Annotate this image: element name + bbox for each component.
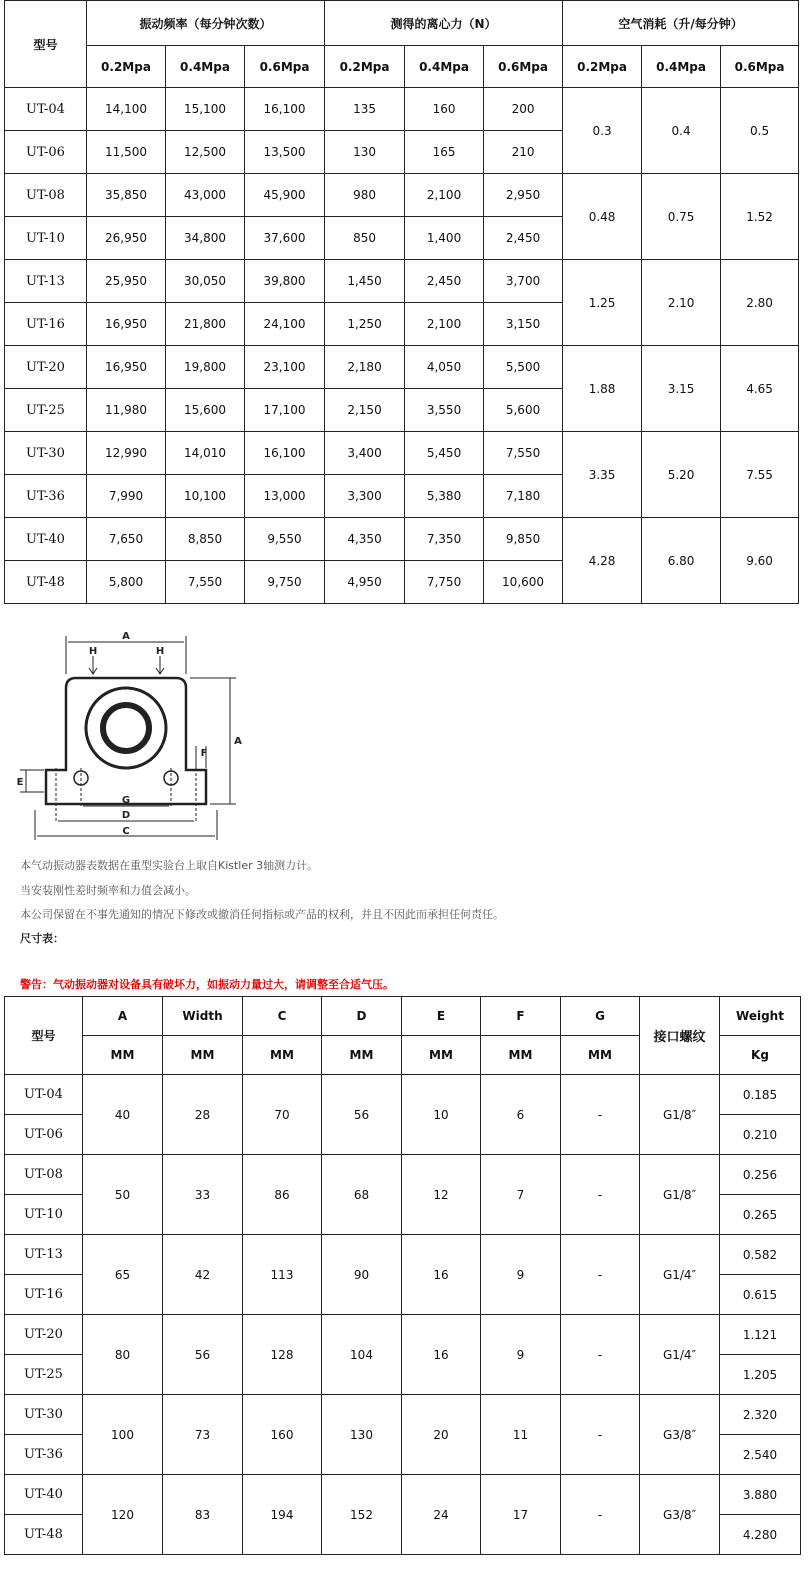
model-cell: UT-10 [5, 1195, 83, 1235]
thread-cell: G1/4″ [640, 1235, 720, 1315]
thread-cell: G3/8″ [640, 1475, 720, 1555]
table-row [5, 1075, 801, 1115]
force-cell: 165 [405, 131, 484, 174]
air-consumption-cell: 1.25 [563, 260, 642, 346]
air-consumption-cell: 9.60 [721, 518, 799, 604]
dimension-cell: 113 [243, 1235, 322, 1315]
dimension-cell: - [561, 1475, 640, 1555]
force-cell: 2,100 [405, 174, 484, 217]
frequency-cell: 21,800 [166, 303, 245, 346]
table-row [5, 1475, 801, 1515]
dimension-cell: 68 [322, 1155, 402, 1235]
model-cell: UT-10 [5, 217, 87, 260]
col-header-g: G [561, 997, 640, 1036]
weight-cell: 1.121 [720, 1315, 801, 1355]
air-consumption-cell: 4.65 [721, 346, 799, 432]
performance-table [4, 0, 799, 604]
force-cell: 2,450 [484, 217, 563, 260]
model-cell: UT-40 [5, 518, 87, 561]
frequency-cell: 16,950 [87, 303, 166, 346]
frequency-cell: 13,000 [245, 475, 325, 518]
force-cell: 210 [484, 131, 563, 174]
dim-label-c: C [122, 826, 130, 837]
force-cell: 2,450 [405, 260, 484, 303]
frequency-cell: 39,800 [245, 260, 325, 303]
frequency-cell: 11,980 [87, 389, 166, 432]
frequency-cell: 11,500 [87, 131, 166, 174]
frequency-cell: 24,100 [245, 303, 325, 346]
table-row [5, 174, 799, 217]
table-row [5, 1235, 801, 1275]
unit-mm: MM [83, 1036, 163, 1075]
dimension-cell: 40 [83, 1075, 163, 1155]
dimension-cell: 83 [163, 1475, 243, 1555]
dim-label-f: F [200, 748, 208, 759]
air-consumption-cell: 4.28 [563, 518, 642, 604]
dimension-cell: 100 [83, 1395, 163, 1475]
table-row [5, 1155, 801, 1195]
frequency-cell: 15,600 [166, 389, 245, 432]
force-cell: 3,550 [405, 389, 484, 432]
force-cell: 7,180 [484, 475, 563, 518]
dimension-cell: 16 [402, 1315, 481, 1395]
dim-label-h-left: H [88, 646, 98, 657]
model-cell: UT-06 [5, 1115, 83, 1155]
force-cell: 4,350 [325, 518, 405, 561]
weight-cell: 0.615 [720, 1275, 801, 1315]
table-row [5, 1315, 801, 1355]
frequency-cell: 5,800 [87, 561, 166, 604]
air-consumption-cell: 7.55 [721, 432, 799, 518]
dimension-cell: - [561, 1395, 640, 1475]
air-header: 空气消耗（升/每分钟） [563, 1, 799, 46]
force-cell: 1,400 [405, 217, 484, 260]
frequency-cell: 9,550 [245, 518, 325, 561]
thread-cell: G1/8″ [640, 1075, 720, 1155]
dimension-cell: 56 [163, 1315, 243, 1395]
model-cell: UT-06 [5, 131, 87, 174]
air-consumption-cell: 0.5 [721, 88, 799, 174]
col-header-a: A [83, 997, 163, 1036]
dimension-cell: 11 [481, 1395, 561, 1475]
model-cell: UT-08 [5, 174, 87, 217]
weight-cell: 0.256 [720, 1155, 801, 1195]
force-cell: 1,450 [325, 260, 405, 303]
air-consumption-cell: 3.15 [642, 346, 721, 432]
model-cell: UT-48 [5, 1515, 83, 1555]
pressure-header: 0.4Mpa [405, 46, 484, 88]
force-header: 测得的离心力（N） [325, 1, 563, 46]
dimension-cell: 42 [163, 1235, 243, 1315]
pressure-header: 0.2Mpa [87, 46, 166, 88]
unit-mm: MM [243, 1036, 322, 1075]
model-cell: UT-25 [5, 1355, 83, 1395]
col-header-e: E [402, 997, 481, 1036]
model-cell: UT-40 [5, 1475, 83, 1515]
frequency-cell: 43,000 [166, 174, 245, 217]
frequency-cell: 8,850 [166, 518, 245, 561]
weight-cell: 0.185 [720, 1075, 801, 1115]
thread-cell: G1/8″ [640, 1155, 720, 1235]
unit-mm: MM [402, 1036, 481, 1075]
dim-label-a-right: A [234, 736, 242, 747]
dimension-cell: 65 [83, 1235, 163, 1315]
force-cell: 7,550 [484, 432, 563, 475]
frequency-cell: 7,650 [87, 518, 166, 561]
air-consumption-cell: 5.20 [642, 432, 721, 518]
force-cell: 5,600 [484, 389, 563, 432]
model-cell: UT-16 [5, 303, 87, 346]
frequency-cell: 19,800 [166, 346, 245, 389]
air-consumption-cell: 0.3 [563, 88, 642, 174]
dimension-cell: 86 [243, 1155, 322, 1235]
air-consumption-cell: 1.88 [563, 346, 642, 432]
force-cell: 980 [325, 174, 405, 217]
weight-cell: 2.540 [720, 1435, 801, 1475]
thread-cell: G3/8″ [640, 1395, 720, 1475]
model-cell: UT-20 [5, 1315, 83, 1355]
air-consumption-cell: 2.80 [721, 260, 799, 346]
table-row [5, 1395, 801, 1435]
dim-label-g: G [121, 795, 131, 806]
dimension-cell: 28 [163, 1075, 243, 1155]
col-header-width: Width [163, 997, 243, 1036]
vibrator-dimension-diagram [8, 628, 248, 850]
dimension-cell: 120 [83, 1475, 163, 1555]
dim-label-d: D [121, 810, 131, 821]
dimension-cell: 33 [163, 1155, 243, 1235]
force-cell: 130 [325, 131, 405, 174]
force-cell: 5,380 [405, 475, 484, 518]
unit-mm: MM [163, 1036, 243, 1075]
frequency-cell: 12,990 [87, 432, 166, 475]
force-cell: 2,950 [484, 174, 563, 217]
pressure-header: 0.6Mpa [721, 46, 799, 88]
dimension-cell: 10 [402, 1075, 481, 1155]
dimension-cell: 128 [243, 1315, 322, 1395]
dim-label-h-right: H [155, 646, 165, 657]
dimension-cell: 50 [83, 1155, 163, 1235]
force-cell: 7,750 [405, 561, 484, 604]
force-cell: 3,400 [325, 432, 405, 475]
frequency-cell: 37,600 [245, 217, 325, 260]
force-cell: 200 [484, 88, 563, 131]
thread-cell: G1/4″ [640, 1315, 720, 1395]
frequency-cell: 13,500 [245, 131, 325, 174]
air-consumption-cell: 6.80 [642, 518, 721, 604]
unit-mm: MM [322, 1036, 402, 1075]
dimension-cell: 17 [481, 1475, 561, 1555]
frequency-cell: 35,850 [87, 174, 166, 217]
model-cell: UT-36 [5, 475, 87, 518]
dimension-cell: 152 [322, 1475, 402, 1555]
unit-mm: MM [481, 1036, 561, 1075]
force-cell: 4,050 [405, 346, 484, 389]
dimension-cell: 24 [402, 1475, 481, 1555]
force-cell: 4,950 [325, 561, 405, 604]
force-cell: 3,700 [484, 260, 563, 303]
model-cell: UT-08 [5, 1155, 83, 1195]
frequency-cell: 17,100 [245, 389, 325, 432]
pressure-header: 0.6Mpa [484, 46, 563, 88]
pressure-header: 0.6Mpa [245, 46, 325, 88]
dimension-cell: 16 [402, 1235, 481, 1315]
thread-header: 接口螺纹 [640, 997, 720, 1075]
col-header-c: C [243, 997, 322, 1036]
air-consumption-cell: 1.52 [721, 174, 799, 260]
pressure-header: 0.4Mpa [642, 46, 721, 88]
force-cell: 7,350 [405, 518, 484, 561]
frequency-cell: 16,950 [87, 346, 166, 389]
model-cell: UT-13 [5, 1235, 83, 1275]
force-cell: 2,180 [325, 346, 405, 389]
dimension-cell: 80 [83, 1315, 163, 1395]
dimension-cell: 130 [322, 1395, 402, 1475]
force-cell: 3,150 [484, 303, 563, 346]
model-header: 型号 [5, 1, 87, 88]
model-cell: UT-30 [5, 1395, 83, 1435]
frequency-cell: 9,750 [245, 561, 325, 604]
unit-kg: Kg [720, 1036, 801, 1075]
air-consumption-cell: 0.75 [642, 174, 721, 260]
dimension-cell: - [561, 1075, 640, 1155]
dimension-cell: - [561, 1235, 640, 1315]
col-header-d: D [322, 997, 402, 1036]
note-kistler: 本气动振动器表数据在重型实验台上取自Kistler 3轴测力计。 [20, 859, 319, 872]
frequency-cell: 45,900 [245, 174, 325, 217]
model-header: 型号 [5, 997, 83, 1075]
warning-text: 警告：气动振动器对设备具有破坏力，如振动力量过大，请调整至合适气压。 [20, 978, 394, 991]
table-row [5, 88, 799, 131]
frequency-cell: 10,100 [166, 475, 245, 518]
force-cell: 3,300 [325, 475, 405, 518]
dimension-table-caption: 尺寸表： [20, 932, 64, 945]
dimension-cell: 9 [481, 1235, 561, 1315]
force-cell: 135 [325, 88, 405, 131]
col-header-f: F [481, 997, 561, 1036]
weight-cell: 0.210 [720, 1115, 801, 1155]
note-rigidity: 当安装刚性差时频率和力值会减小。 [20, 884, 196, 897]
model-cell: UT-48 [5, 561, 87, 604]
dimension-cell: 160 [243, 1395, 322, 1475]
dimension-cell: 20 [402, 1395, 481, 1475]
model-cell: UT-04 [5, 88, 87, 131]
pressure-header: 0.2Mpa [325, 46, 405, 88]
frequency-cell: 16,100 [245, 88, 325, 131]
dim-label-a-top: A [122, 631, 130, 642]
model-cell: UT-04 [5, 1075, 83, 1115]
force-cell: 9,850 [484, 518, 563, 561]
weight-header: Weight [720, 997, 801, 1036]
frequency-cell: 7,550 [166, 561, 245, 604]
table-row [5, 260, 799, 303]
force-cell: 5,500 [484, 346, 563, 389]
frequency-cell: 26,950 [87, 217, 166, 260]
weight-cell: 2.320 [720, 1395, 801, 1435]
unit-mm: MM [561, 1036, 640, 1075]
model-cell: UT-30 [5, 432, 87, 475]
dimension-cell: 90 [322, 1235, 402, 1315]
air-consumption-cell: 2.10 [642, 260, 721, 346]
dimension-cell: 6 [481, 1075, 561, 1155]
dimension-cell: 70 [243, 1075, 322, 1155]
note-rights: 本公司保留在不事先通知的情况下修改或撤消任何指标或产品的权利，并且不因此而承担任何责任。 [20, 908, 504, 921]
frequency-cell: 7,990 [87, 475, 166, 518]
model-cell: UT-25 [5, 389, 87, 432]
frequency-cell: 25,950 [87, 260, 166, 303]
pressure-header: 0.4Mpa [166, 46, 245, 88]
frequency-cell: 23,100 [245, 346, 325, 389]
dimension-cell: 194 [243, 1475, 322, 1555]
dimension-cell: 9 [481, 1315, 561, 1395]
dimension-cell: - [561, 1315, 640, 1395]
pressure-header: 0.2Mpa [563, 46, 642, 88]
force-cell: 10,600 [484, 561, 563, 604]
dim-label-e: E [16, 777, 24, 788]
dimension-cell: 12 [402, 1155, 481, 1235]
table-row [5, 518, 799, 561]
force-cell: 1,250 [325, 303, 405, 346]
model-cell: UT-16 [5, 1275, 83, 1315]
weight-cell: 3.880 [720, 1475, 801, 1515]
force-cell: 2,150 [325, 389, 405, 432]
frequency-cell: 12,500 [166, 131, 245, 174]
force-cell: 160 [405, 88, 484, 131]
weight-cell: 1.205 [720, 1355, 801, 1395]
model-cell: UT-13 [5, 260, 87, 303]
dimension-cell: 73 [163, 1395, 243, 1475]
air-consumption-cell: 3.35 [563, 432, 642, 518]
force-cell: 5,450 [405, 432, 484, 475]
weight-cell: 0.582 [720, 1235, 801, 1275]
dimension-table [4, 996, 801, 1555]
model-cell: UT-36 [5, 1435, 83, 1475]
frequency-cell: 34,800 [166, 217, 245, 260]
frequency-header: 振动频率（每分钟次数） [87, 1, 325, 46]
dimension-cell: 7 [481, 1155, 561, 1235]
air-consumption-cell: 0.48 [563, 174, 642, 260]
frequency-cell: 30,050 [166, 260, 245, 303]
frequency-cell: 15,100 [166, 88, 245, 131]
weight-cell: 4.280 [720, 1515, 801, 1555]
dimension-cell: - [561, 1155, 640, 1235]
force-cell: 2,100 [405, 303, 484, 346]
table-row [5, 432, 799, 475]
dimension-cell: 56 [322, 1075, 402, 1155]
force-cell: 850 [325, 217, 405, 260]
model-cell: UT-20 [5, 346, 87, 389]
air-consumption-cell: 0.4 [642, 88, 721, 174]
frequency-cell: 14,010 [166, 432, 245, 475]
weight-cell: 0.265 [720, 1195, 801, 1235]
frequency-cell: 14,100 [87, 88, 166, 131]
dimension-cell: 104 [322, 1315, 402, 1395]
table-row [5, 346, 799, 389]
frequency-cell: 16,100 [245, 432, 325, 475]
